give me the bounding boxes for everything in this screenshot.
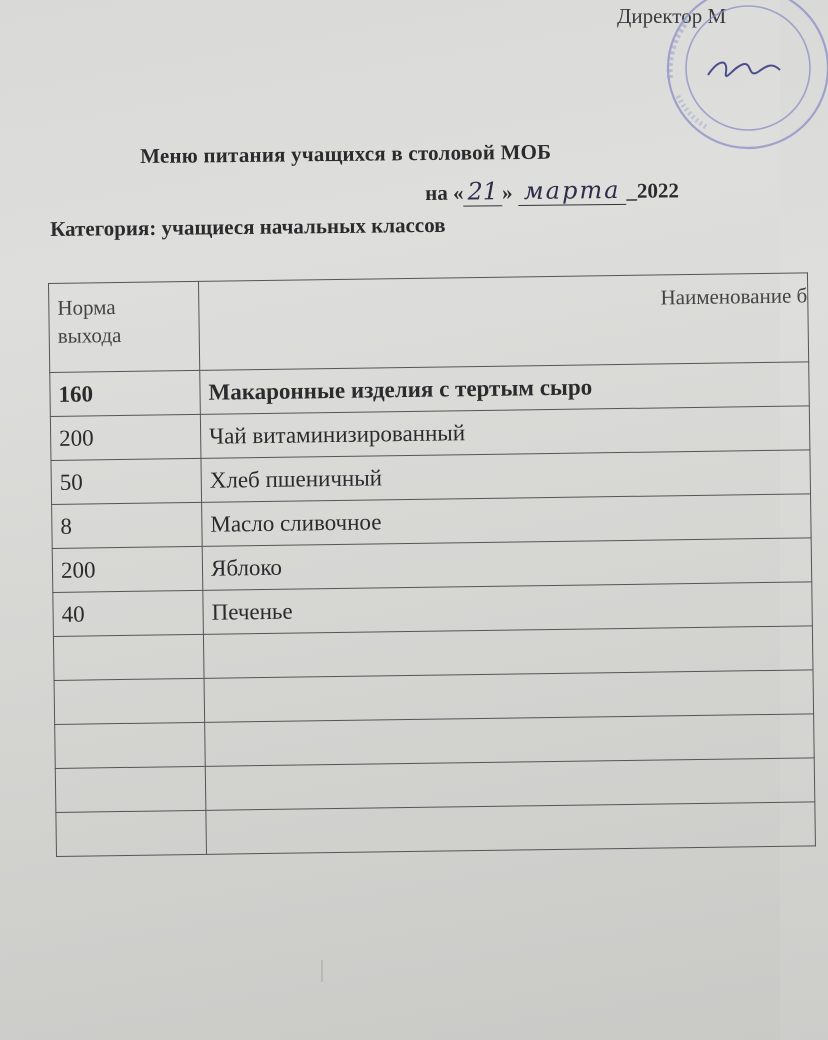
menu-table (48, 272, 816, 857)
cell-norm: 200 (50, 414, 201, 460)
cell-norm (55, 766, 206, 812)
header-norm-label: Норма выхода (57, 295, 122, 349)
date-prefix: на « (425, 180, 464, 205)
cell-norm: 40 (53, 590, 204, 636)
cell-dish-name: Чай витаминизированный (200, 406, 810, 458)
cell-norm: 50 (51, 458, 202, 504)
menu-title: Меню питания учащихся в столовой МОБ (140, 139, 552, 168)
date-mid: » (501, 180, 513, 205)
cell-dish-name: Масло сливочное (202, 494, 812, 546)
cell-norm (53, 634, 204, 680)
school-seal-stamp (648, 0, 828, 150)
director-signature-scribble (708, 63, 780, 77)
menu-date (425, 175, 679, 207)
cell-norm: 200 (52, 546, 203, 592)
cell-dish-name: Макаронные изделия с тертым сыро (200, 362, 810, 414)
cell-dish-name (206, 802, 816, 854)
header-norm (49, 281, 200, 372)
student-category: Категория: учащиеся начальных классов (50, 212, 446, 241)
date-month: марта (518, 176, 627, 206)
date-day: 21 (463, 177, 502, 206)
cell-norm: 160 (50, 370, 201, 416)
pen-mark (321, 960, 323, 982)
cell-norm (55, 722, 206, 768)
cell-norm (56, 810, 207, 856)
cell-norm (54, 678, 205, 724)
header-name: Наименование б (198, 273, 808, 370)
date-year: _2022 (626, 178, 680, 203)
table-row (56, 802, 816, 857)
cell-dish-name: Хлеб пшеничный (201, 450, 811, 502)
cell-dish-name: Яблоко (202, 538, 812, 590)
table-header-row (49, 273, 809, 373)
director-signature-line: Директор М (617, 4, 727, 28)
cell-dish-name: Печенье (203, 582, 813, 634)
cell-norm: 8 (52, 502, 203, 548)
